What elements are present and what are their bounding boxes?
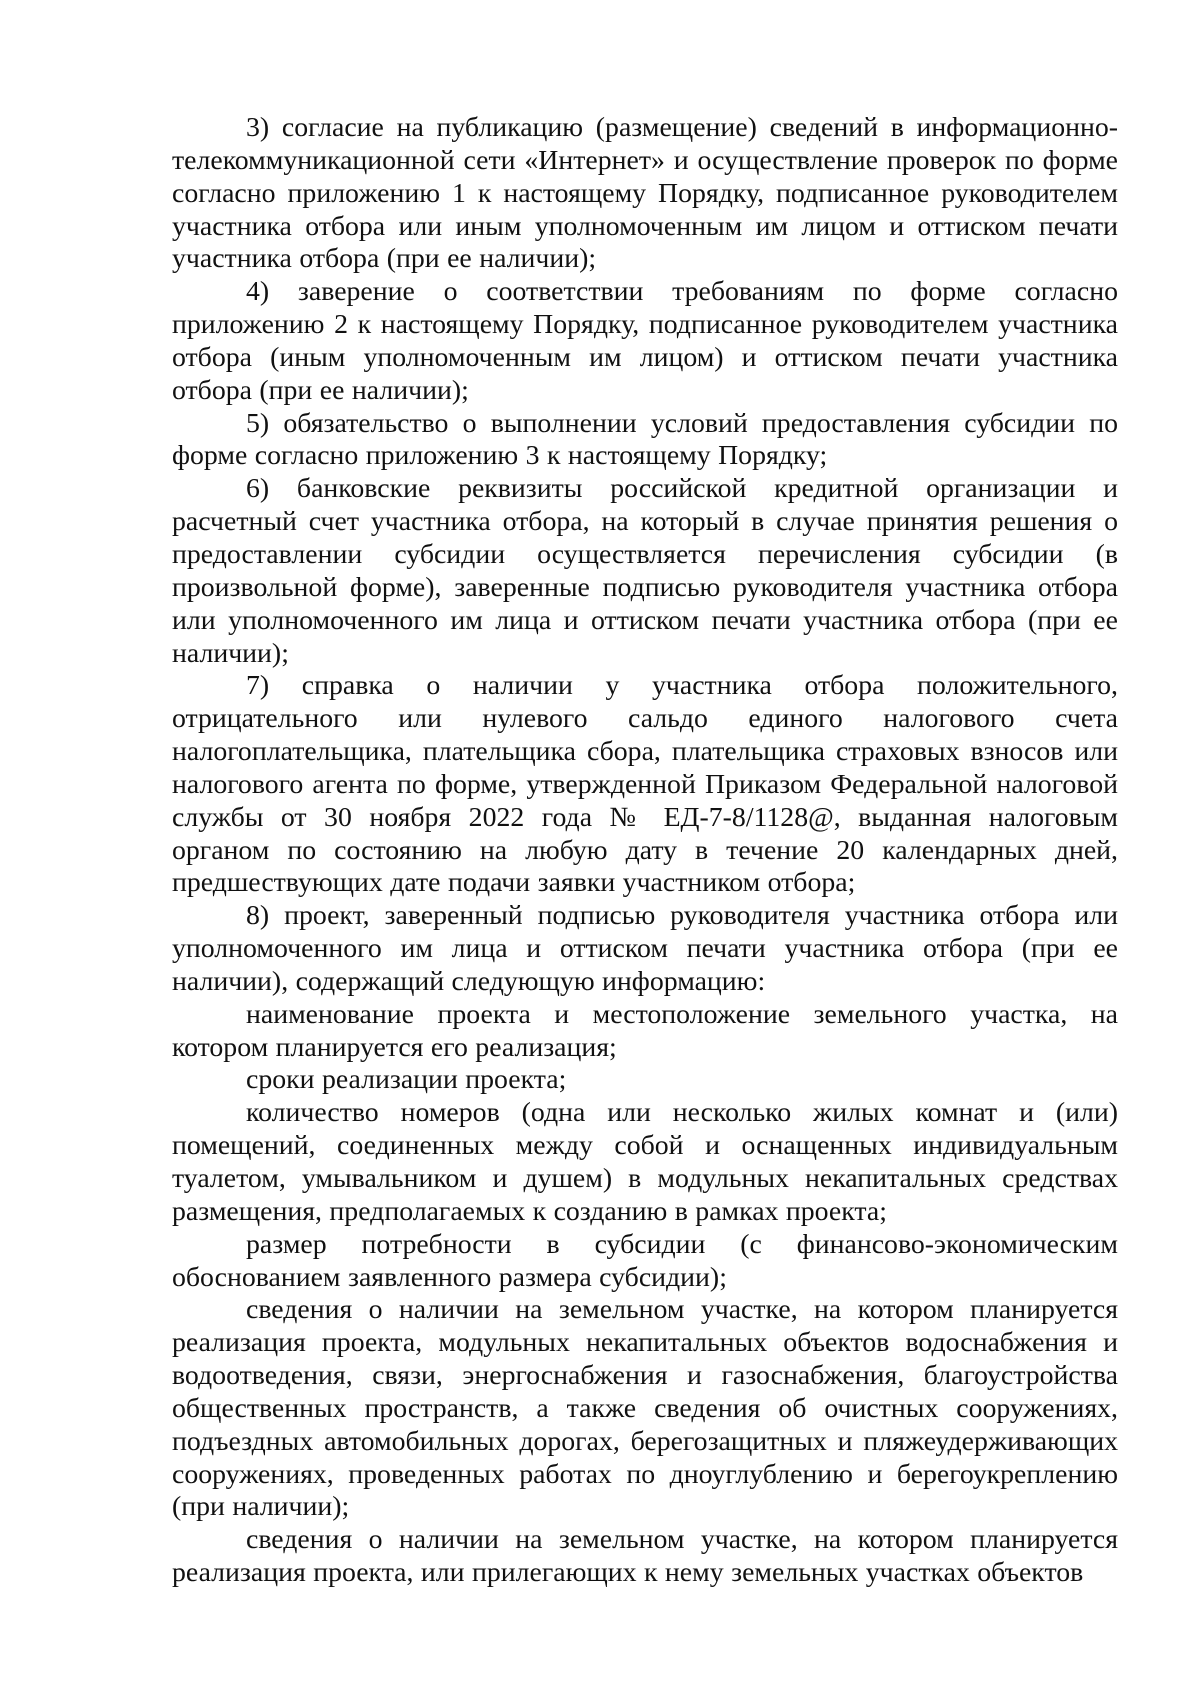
paragraph-item-7: 7) справка о наличии у участника отбора положительного, отрицательного или нулевого сальдо единого налогового счета налогоплательщика, плательщика сбора, плательщика страховых взносов или налогового агента по форме, утвержденной Приказом Федеральной налоговой службы от 30 ноября 2022 года № ЕД-7-8/1128@, выданная налоговым органом по состоянию на любую дату в течение 20 календарных дней, предшествующих дате подачи заявки участником отбора; [172, 670, 1118, 899]
paragraph-item-5: 5) обязательство о выполнении условий предоставления субсидии по форме согласно приложению 3 к настоящему Порядку; [172, 407, 1118, 472]
paragraph-subsidy-amount: размер потребности в субсидии (с финансово-экономическим обоснованием заявленного размера субсидии); [172, 1228, 1118, 1293]
document-body [172, 112, 1118, 1590]
paragraph-infrastructure-info: сведения о наличии на земельном участке, на котором планируется реализация проекта, модульных некапитальных объектов водоснабжения и водоотведения, связи, энергоснабжения и газоснабжения, благоустройства общественных пространств, а также сведения об очистных сооружениях, подъездных автомобильных дорогах, берегозащитных и пляжеудерживающих сооружениях, проведенных работах по дноуглублению и берегоукреплению (при наличии); [172, 1294, 1118, 1523]
paragraph-project-name: наименование проекта и местоположение земельного участка, на котором планируется его реализация; [172, 998, 1118, 1063]
paragraph-item-3: 3) согласие на публикацию (размещение) сведений в информационно-телекоммуникационной сети «Интернет» и осуществление проверок по форме согласно приложению 1 к настоящему Порядку, подписанное руководителем участника отбора или иным уполномоченным им лицом и оттиском печати участника отбора (при ее наличии); [172, 112, 1118, 275]
paragraph-room-count: количество номеров (одна или несколько жилых комнат и (или) помещений, соединенных между собой и оснащенных индивидуальным туалетом, умывальником и душем) в модульных некапитальных средствах размещения, предполагаемых к созданию в рамках проекта; [172, 1097, 1118, 1227]
paragraph-item-6: 6) банковские реквизиты российской кредитной организации и расчетный счет участника отбора, на который в случае принятия решения о предоставлении субсидии осуществляется перечисления субсидии (в произвольной форме), заверенные подписью руководителя участника отбора или уполномоченного им лица и оттиском печати участника отбора (при ее наличии); [172, 473, 1118, 669]
paragraph-item-8: 8) проект, заверенный подписью руководителя участника отбора или уполномоченного им лица и оттиском печати участника отбора (при ее наличии), содержащий следующую информацию: [172, 900, 1118, 997]
paragraph-project-timeline: сроки реализации проекта; [246, 1064, 567, 1096]
paragraph-item-4: 4) заверение о соответствии требованиям по форме согласно приложению 2 к настоящему Порядку, подписанное руководителем участника отбора (иным уполномоченным им лицом) и оттиском печати участника отбора (при ее наличии); [172, 276, 1118, 406]
paragraph-adjacent-objects: сведения о наличии на земельном участке, на котором планируется реализация проекта, или прилегающих к нему земельных участках объектов [172, 1524, 1118, 1589]
